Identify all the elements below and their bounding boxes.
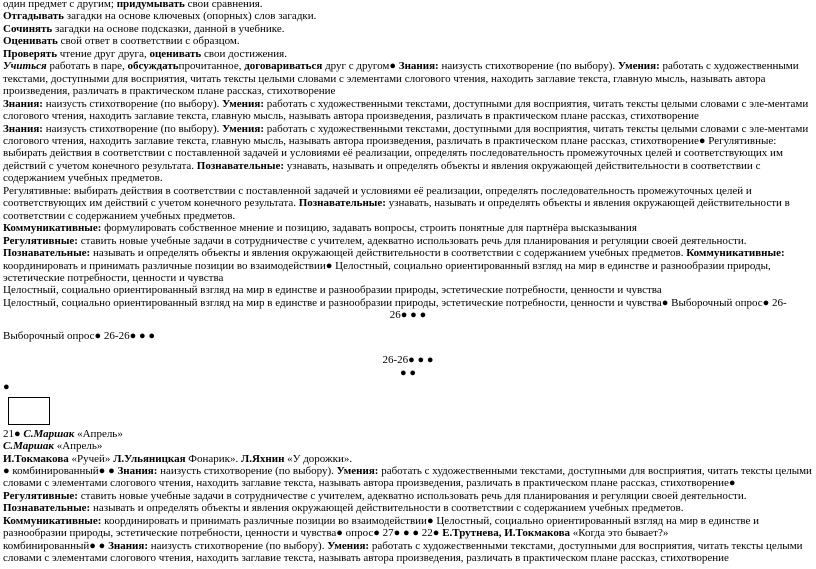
bold-term: Оценивать: [3, 35, 58, 48]
document-body: [3, 0, 813, 565]
text: комбинированный● ●: [3, 539, 109, 552]
paragraph: [3, 428, 813, 440]
bold-term: договариваться: [244, 60, 323, 73]
work-title: «Апрель»: [53, 440, 103, 453]
paragraph: [3, 247, 813, 284]
text: наизусть стихотворение (по выбору).: [438, 60, 618, 73]
paragraph: [3, 515, 813, 540]
bold-term: Регулятивные:: [3, 489, 78, 502]
paragraph: [3, 185, 813, 222]
bold-term: Отгадывать: [3, 10, 64, 23]
text: чтение друг друга,: [57, 47, 150, 60]
text: работать с художественными текстами, доступными для восприятия, читать тексты целыми словами с элементами слогового чтения, находить заглавие текста, главную мысль, называть автора произведения, различать в практическом плане рассказ, стихотворение: [3, 60, 799, 98]
bold-term: Коммуникативные:: [3, 222, 102, 235]
text: свои сравнения.: [184, 0, 263, 10]
author-name: Л.Яхнин: [241, 452, 285, 465]
text: наизусть стихотворение (по выбору).: [157, 464, 337, 477]
text: загадки на основе подсказки, данной в учебнике.: [52, 22, 285, 35]
paragraph: Выборочный опрос● 26-26● ● ●: [3, 329, 156, 342]
work-title: «Апрель»: [74, 427, 123, 440]
bold-term: Знания:: [3, 97, 43, 110]
paragraph: [3, 453, 813, 465]
bold-term: Знания:: [108, 539, 149, 552]
bold-term: Умения:: [617, 60, 660, 73]
bullet: 21●: [3, 427, 24, 440]
bold-term: Проверять: [3, 47, 58, 60]
paragraph: Целостный, социально ориентированный взгляд на мир в единстве и разнообразии природы, эстетические потребности, ценности и чувства● Выборочный опрос● 26-: [3, 296, 787, 309]
paragraph: Целостный, социально ориентированный взгляд на мир в единстве и разнообразии природы, эстетические потребности, ценности и чувства: [3, 284, 662, 297]
author-name: С.Маршак: [3, 440, 54, 453]
paragraph: [3, 0, 813, 10]
text: называть и определять объекты и явления окружающей действительности в соответствии с содержанием учебных предметов.: [90, 502, 684, 515]
work-title: «У дорожки».: [284, 452, 353, 465]
text: наизусть стихотворение (по выбору).: [148, 539, 328, 552]
work-title: «Когда это бывает?»: [570, 527, 669, 540]
paragraph: [3, 123, 813, 185]
bold-term: Коммуникативные:: [3, 514, 102, 527]
text: наизусть стихотворение (по выбору).: [42, 122, 223, 135]
text: один предмет с другим;: [3, 0, 117, 10]
paragraph: [3, 48, 813, 60]
work-title: «Ручей»: [68, 452, 114, 465]
bold-term: Знания:: [3, 122, 43, 135]
paragraph: [3, 222, 813, 234]
text: загадки на основе ключевых (опорных) слов загадки.: [63, 10, 317, 23]
author-name: И.Токмакова: [3, 452, 69, 465]
bold-term: Умения:: [336, 464, 379, 477]
paragraph: [3, 540, 813, 565]
paragraph: [3, 10, 813, 22]
bold-term: Коммуникативные:: [686, 247, 785, 260]
paragraph: [3, 60, 813, 97]
text: координировать и принимать различные позиции во взаимодействии● Целостный, социально ориентированный взгляд на мир в единстве и разнообразии природы, эстетические потребности, ценности и чувства: [3, 259, 771, 284]
bold-term: придумывать: [116, 0, 185, 10]
text: координировать и принимать различные позиции во взаимодействии● Целостный, социально ориентированный взгляд на мир в единстве и разнообразии природы, эстетические потребности, ценности и чувства● опрос● 27● ● ● 22●: [3, 514, 760, 540]
bullet: ●: [389, 60, 399, 73]
text: ставить новые учебные задачи в сотрудничестве с учителем, адекватно использовать речь для планирования и регуляции своей деятельности.: [77, 489, 747, 502]
text: ● комбинированный● ●: [3, 464, 118, 477]
paragraph: [3, 465, 813, 515]
bold-term: оценивать: [149, 47, 202, 60]
empty-table-cell: [8, 397, 50, 425]
bold-term: Умения:: [222, 122, 264, 135]
text: свой ответ в соответствии с образцом.: [57, 35, 240, 48]
text: работать в паре,: [46, 60, 128, 73]
bold-term: Знания:: [398, 60, 439, 73]
bold-term: Познавательные:: [298, 197, 386, 210]
text: узнавать, называть и определять объекты и явления окружающей действительности в соответствии с содержанием учебных предметов.: [3, 159, 761, 185]
paragraph: ● ●: [399, 366, 417, 379]
text: называть и определять объекты и явления окружающей действительности в соответствии с содержанием учебных предметов.: [90, 247, 687, 260]
paragraph: 26-26● ● ●: [382, 354, 434, 367]
paragraph: [3, 98, 813, 123]
text: прочитанное,: [178, 60, 245, 73]
bold-term: Познавательные:: [3, 247, 91, 260]
bold-term: обсуждать: [127, 60, 179, 73]
paragraph: [3, 23, 813, 35]
text: работать с художественными текстами, доступными для восприятия, читать тексты целыми словами с эле-ментами слогового чтения, находить заглавие текста, главную мысль, называть автора произведения, различать в практическом плане рассказ, стихотворение: [3, 97, 809, 123]
author-name: С.Маршак: [23, 427, 75, 440]
text: работать с художественными текстами, доступными для восприятия, читать тексты целыми словами с эле-ментами слогового чтения, находить заглавие текста, главную мысль, называть автора произведения, различать в практическом плане рассказ, стихотворение● Регулятивные: выбирать действия в соответствии с поставленной задачей и условиями её реализации, определять последовательность промежуточных целей и соответствующих им действий с учетом конечного результата.: [3, 122, 809, 172]
work-title: Фонарик».: [185, 452, 241, 465]
paragraph: [3, 440, 813, 452]
paragraph: [3, 235, 813, 247]
bold-term: Познавательные:: [3, 502, 91, 515]
bold-term: Знания:: [117, 464, 158, 477]
paragraph: ●: [3, 381, 10, 394]
bold-term: Умения:: [222, 97, 264, 110]
bold-term: Умения:: [327, 539, 370, 552]
bold-term: Регулятивные:: [3, 234, 78, 247]
text: ставить новые учебные задачи в сотрудничестве с учителем, адекватно использовать речь для планирования и регуляции своей деятельности.: [77, 234, 747, 247]
text: узнавать, называть и определять объекты и явления окружающей действительности в соответствии с содержанием учебных предметов.: [3, 197, 790, 222]
bold-term: Учиться: [3, 60, 47, 73]
bold-term: Сочинять: [3, 22, 53, 35]
bold-term: Познавательные:: [196, 159, 284, 172]
text: работать с художественными текстами, доступными для восприятия, читать тексты целыми словами с элементами слогового чтения, находить заглавие текста, называть автора произведения, различать в практическом плане рассказ, стихотворение: [3, 539, 803, 565]
author-name: Е.Трутнева, И.Токмакова: [442, 527, 571, 540]
text: свои достижения.: [201, 47, 287, 60]
text: формулировать собственное мнение и позицию, задавать вопросы, строить понятные для партнёра высказывания: [101, 222, 637, 235]
text: наизусть стихотворение (по выбору).: [42, 97, 223, 110]
text: Регулятивные: выбирать действия в соответствии с поставленной задачей и условиями её реализации, определять последовательность промежуточных целей и соответствующих им действий с учетом конечного результата.: [3, 184, 752, 210]
text: друг с другом: [322, 60, 390, 73]
paragraph: [3, 35, 813, 47]
author-name: Л.Ульяницкая: [113, 452, 186, 465]
text: работать с художественными текстами, доступными для восприятия, читать тексты целыми словами с элементами слогового чтения, находить заглавие текста, называть автора произведения, различать в практическом плане рассказ, стихотворение●: [3, 464, 812, 490]
paragraph: 26● ● ●: [389, 309, 427, 322]
